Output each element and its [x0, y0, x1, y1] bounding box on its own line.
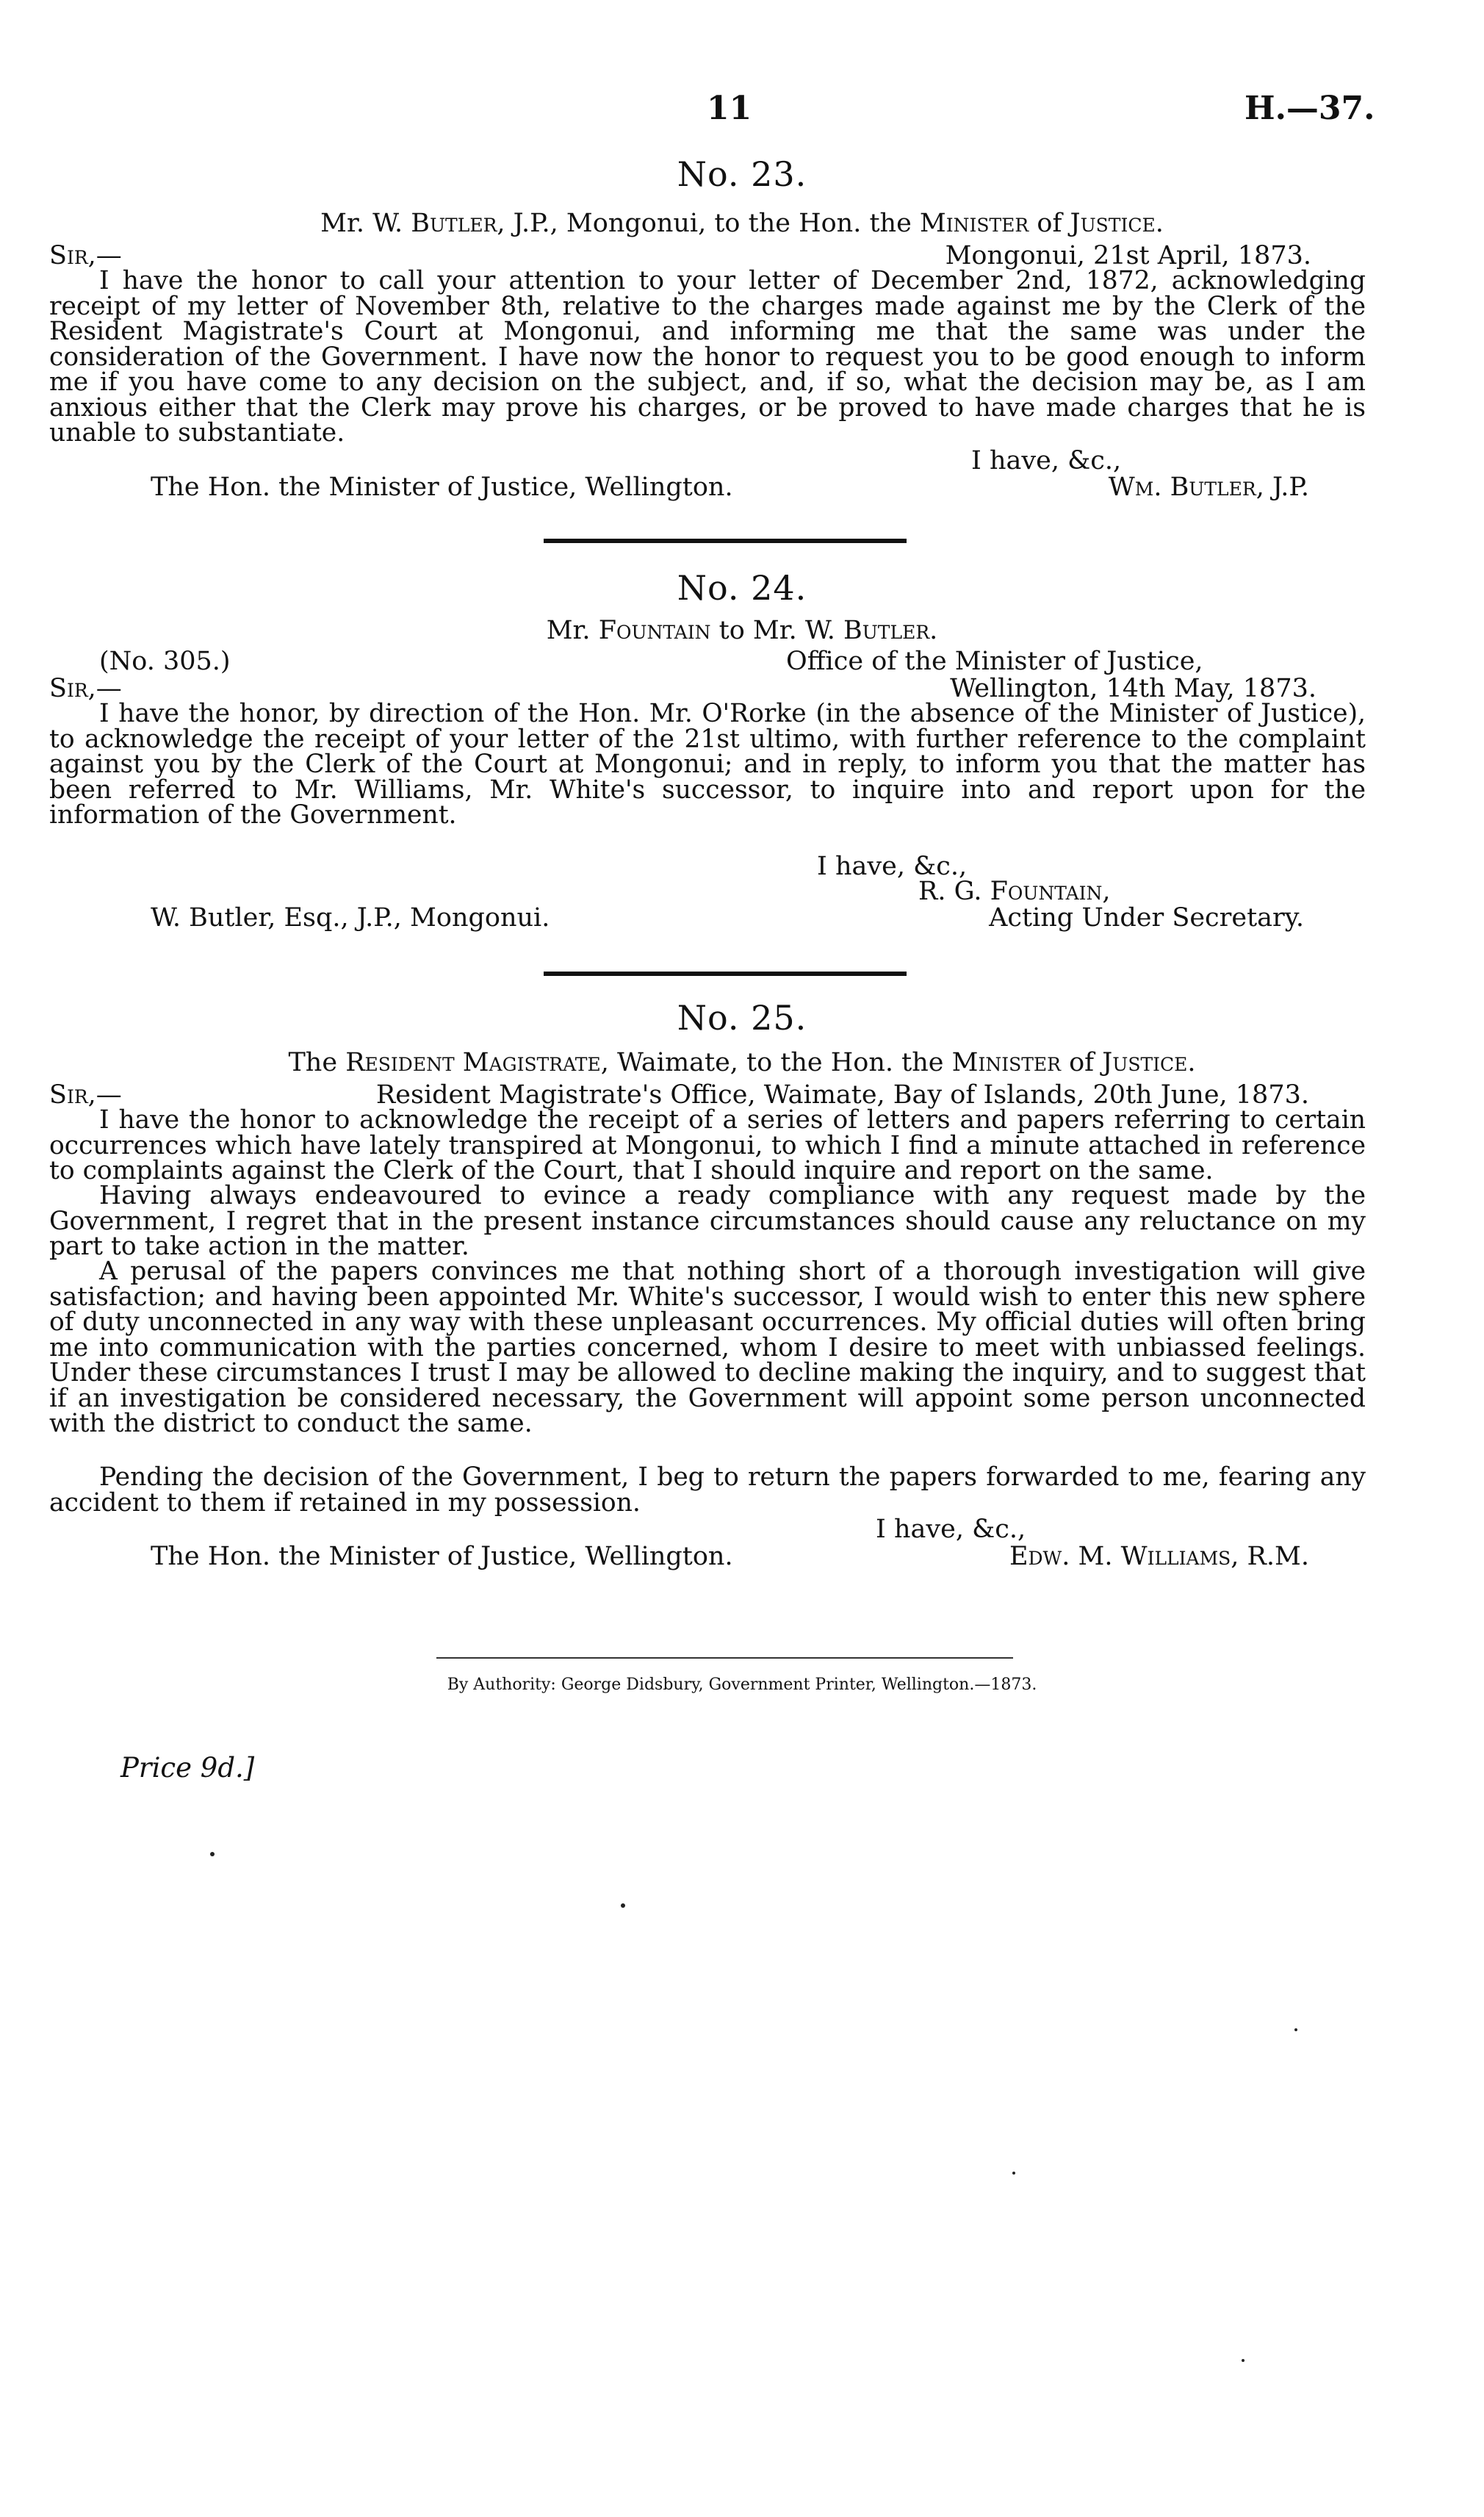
letter-24-signature: R. G. Fountain, — [918, 877, 1111, 906]
letter-23-signature: Wm. Butler, J.P. — [1108, 473, 1309, 502]
letter-23-body: I have the honor to call your attention to your letter of December 2nd, 1872, acknowledging receipt of my letter of November 8th, relative to the charges made against me by the Clerk of the Resident Magistrate's Court at Mongonui, and informing me that the same was under the consideration of the Government. I have now the honor to request you to be good enough to inform me if you have come to any decision on the subject, and, if so, what the decision may be, as I am anxious either that the Clerk may prove his charges, or be proved to have made charges that he is unable to substantiate. — [49, 266, 1366, 448]
scan-speck — [1294, 2028, 1297, 2031]
letter-25-addressee: The Hon. the Minister of Justice, Wellington. — [151, 1542, 733, 1571]
scan-speck — [210, 1852, 215, 1856]
letter-23-number: No. 23. — [677, 154, 807, 194]
section-divider — [544, 539, 907, 543]
letter-24-signature-title: Acting Under Secretary. — [989, 903, 1304, 933]
letter-23-place-date: Mongonui, 21st April, 1873. — [945, 241, 1311, 270]
letter-25-number: No. 25. — [677, 998, 807, 1038]
scan-speck — [1012, 2172, 1015, 2175]
letter-25-from-to: The Resident Magistrate, Waimate, to the Hon. the Minister of Justice. — [288, 1048, 1196, 1077]
scan-speck — [1242, 2359, 1245, 2362]
page-number: 11 — [707, 90, 752, 127]
letter-23-addressee: The Hon. the Minister of Justice, Wellington. — [151, 473, 733, 502]
printer-authority: By Authority: George Didsbury, Government Printer, Wellington.—1873. — [447, 1676, 1037, 1694]
price-label: Price 9d.] — [120, 1752, 255, 1784]
letter-24-body: I have the honor, by direction of the Hon. Mr. O'Rorke (in the absence of the Minister of Justice), to acknowledge the receipt of your letter of the 21st ultimo, with further reference to the complaint against you by the Clerk of the Court at Mongonui; and in reply, to inform you that the matter has been referred to Mr. Williams, Mr. White's successor, to inquire into and report upon for the information of the Government. — [49, 699, 1366, 830]
letter-25-closing: I have, &c., — [876, 1515, 1026, 1544]
letter-24-salutation: Sir,— — [49, 674, 122, 703]
letter-23-salutation: Sir,— — [49, 241, 122, 270]
letter-23-closing: I have, &c., — [971, 446, 1122, 475]
letter-24-place-date: Wellington, 14th May, 1873. — [950, 674, 1316, 703]
letter-24-from-to: Mr. Fountain to Mr. W. Butler. — [546, 616, 938, 645]
letter-25-paragraph-1: I have the honor to acknowledge the receipt of a series of letters and papers referring to certain occurrences which have lately transpired at Mongonui, to which I find a minute attached in reference to complaints against the Clerk of the Court, that I should inquire and report on the same. — [49, 1105, 1366, 1185]
letter-25-salutation: Sir,— — [49, 1080, 122, 1110]
document-reference: H.—37. — [1245, 90, 1375, 127]
letter-23-from-to: Mr. W. Butler, J.P., Mongonui, to the Hon. the Minister of Justice. — [320, 209, 1164, 238]
letter-24-ref-number: (No. 305.) — [99, 647, 231, 676]
letter-25-paragraph-3: A perusal of the papers convinces me that nothing short of a thorough investigation will give satisfaction; and having been appointed Mr. White's successor, I would wish to enter this new sphere of duty unconnected in any way with these unpleasant occurrences. My official duties will often bring me into communication with the parties concerned, whom I desire to meet with unbiassed feelings. Under these circumstances I trust I may be allowed to decline making the inquiry, and to suggest that if an investigation be considered necessary, the Government will appoint some person unconnected with the district to conduct the same. — [49, 1257, 1366, 1438]
scan-speck — [621, 1903, 625, 1908]
letter-24-number: No. 24. — [677, 568, 807, 608]
letter-25-paragraph-4: Pending the decision of the Government, I beg to return the papers forwarded to me, fearing any accident to them if retained in my possession. — [49, 1462, 1366, 1518]
letter-24-addressee: W. Butler, Esq., J.P., Mongonui. — [151, 903, 550, 933]
letter-25-place-date: Resident Magistrate's Office, Waimate, Bay of Islands, 20th June, 1873. — [375, 1080, 1309, 1110]
letter-25-paragraph-2: Having always endeavoured to evince a ready compliance with any request made by the Government, I regret that in the present instance circumstances should cause any reluctance on my part to take action in the matter. — [49, 1181, 1366, 1261]
section-divider — [544, 972, 907, 976]
footer-rule — [436, 1657, 1013, 1659]
letter-24-office: Office of the Minister of Justice, — [786, 647, 1203, 676]
letter-24-closing: I have, &c., — [817, 852, 968, 881]
letter-25-signature: Edw. M. Williams, R.M. — [1009, 1542, 1309, 1571]
